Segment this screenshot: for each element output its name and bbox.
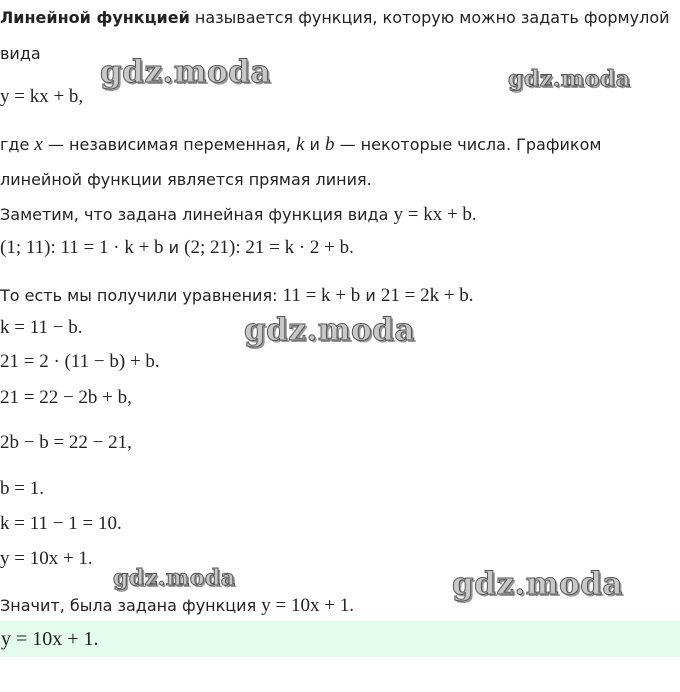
step-5: b = 1. [0,478,44,499]
step-6: k = 11 − 1 = 10. [0,513,122,534]
point-1: (1; 11): 11 = 1 · k + b [0,237,164,258]
definition-term: Линейной функцией [0,8,190,27]
points-line: (1; 11): 11 = 1 · k + b и (2; 21): 21 = k · 2 + b. [0,237,354,258]
note-line: Заметим, что задана линейная функция вида y = kx + b. [0,204,477,225]
definition-line-1 [0,8,670,27]
watermark-logo: gdz.moda [113,565,236,591]
definition-line-2: вида [0,44,41,63]
answer-formula: y = 10x + 1. [1,628,99,650]
equations-line: То есть мы получили уравнения: 11 = k + b и 21 = 2k + b. [0,285,474,306]
var-x: x [34,134,43,155]
explanation-line-2: линейной функции является прямая линия. [0,170,372,189]
watermark-logo: gdz.moda [244,312,415,348]
step-7: y = 10x + 1. [0,548,93,569]
formula-general: y = kx + b, [0,86,84,107]
step-4: 2b − b = 22 − 21, [0,432,132,453]
equation-1: 11 = k + b [282,285,361,306]
step-3: 21 = 22 − 2b + b, [0,387,132,408]
conclusion-formula: y = 10x + 1. [261,595,354,616]
explanation-line-1: где x — независимая переменная, k и b — некоторые числа. Графиком [0,134,602,155]
var-b: b [325,134,335,155]
var-k: k [295,134,305,155]
conclusion-line: Значит, была задана функция y = 10x + 1. [0,595,354,616]
note-formula: y = kx + b. [393,204,477,225]
step-1: k = 11 − b. [0,317,83,338]
answer-box [0,621,680,657]
watermark-logo: gdz.moda [508,66,631,92]
watermark-logo: gdz.moda [452,566,623,602]
equation-2: 21 = 2k + b. [380,285,474,306]
step-2: 21 = 2 · (11 − b) + b. [0,351,160,372]
watermark-logo: gdz.moda [100,54,271,90]
definition-text: называется функция, которую можно задать формулой [189,8,670,27]
point-2: (2; 21): 21 = k · 2 + b. [184,237,354,258]
